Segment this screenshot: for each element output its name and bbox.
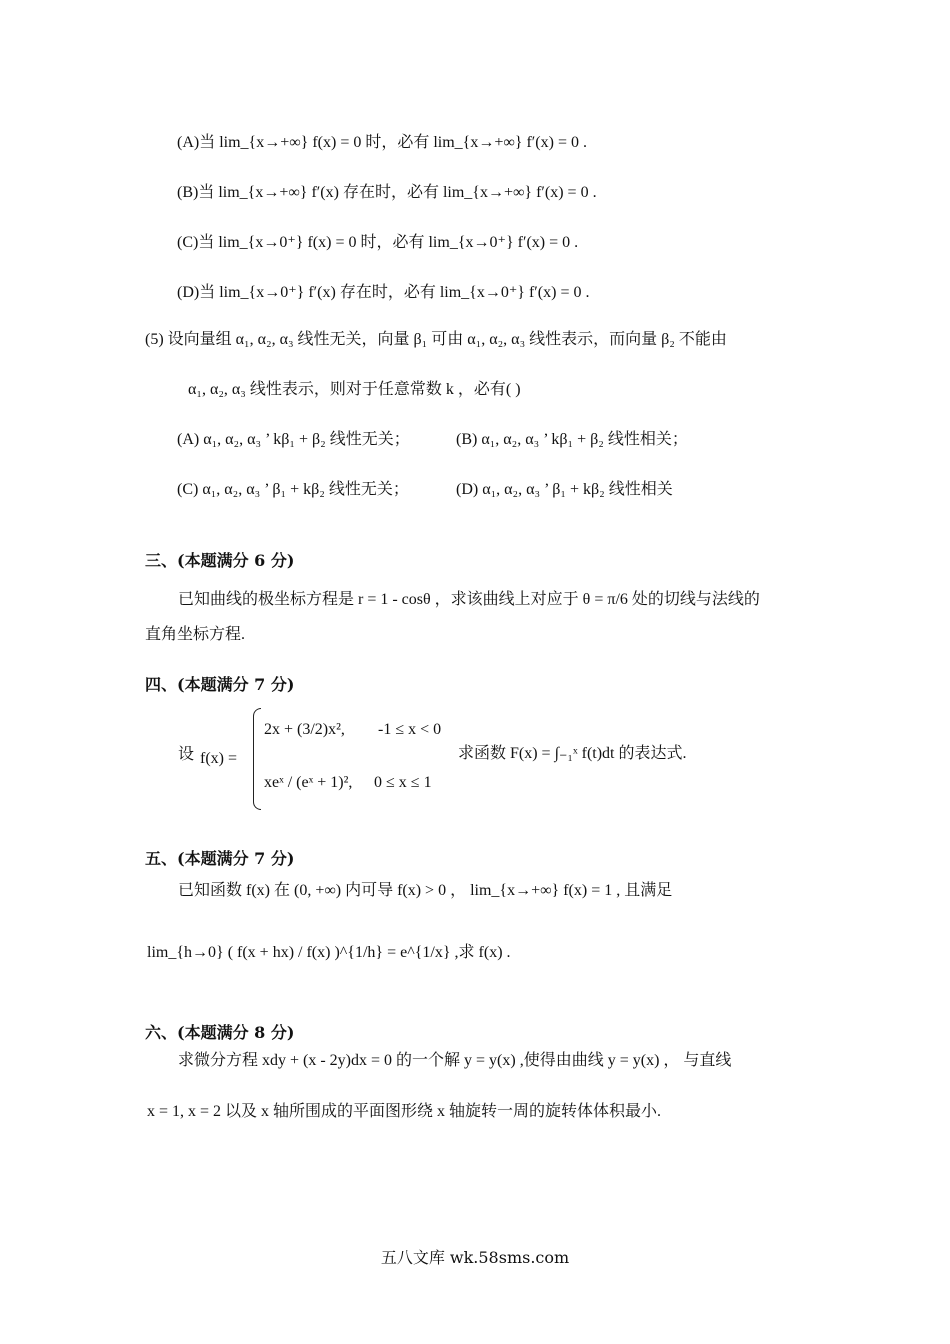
section-4-heading: 四、(本题满分 7 分) xyxy=(145,675,295,694)
option-b: (B)当 lim_{x→+∞} f′(x) 存在时，必有 lim_{x→+∞} f′(x) = 0 . xyxy=(177,184,597,201)
piecewise-cond1: -1 ≤ x < 0 xyxy=(378,721,442,738)
footer-watermark: 五八文库 wk.58sms.com xyxy=(380,1248,570,1267)
option-c: (C)当 lim_{x→0⁺} f(x) = 0 时，必有 lim_{x→0⁺} f′(x) = 0 . xyxy=(177,234,579,251)
option-d: (D)当 lim_{x→0⁺} f′(x) 存在时，必有 lim_{x→0⁺} f′(x) = 0 . xyxy=(177,284,590,301)
q5-line2: α₁, α₂, α₃ 线性表示，则对于任意常数 k ，必有( ) xyxy=(188,381,521,398)
section-5-line2: lim_{h→0} ( f(x + hx) / f(x) )^{1/h} = e^{1/x} ,求 f(x) . xyxy=(147,944,511,961)
section-3-line1: 已知曲线的极坐标方程是 r = 1 - cosθ ，求该曲线上对应于 θ = π/6 处的切线与法线的 xyxy=(178,591,760,608)
section-6-line2: x = 1, x = 2 以及 x 轴所围成的平面图形绕 x 轴旋转一周的旋转体体积最小. xyxy=(147,1103,662,1120)
section-3-heading: 三、(本题满分 6 分) xyxy=(145,551,295,570)
q5-option-d: (D) α₁, α₂, α₃ ’ β₁ + kβ₂ 线性相关 xyxy=(456,481,673,498)
section-4-set: 设 xyxy=(178,746,195,763)
section-3-line2: 直角坐标方程. xyxy=(145,626,246,643)
q5-option-b: (B) α₁, α₂, α₃ ’ kβ₁ + β₂ 线性相关； xyxy=(456,431,688,448)
piecewise-case2: xeˣ / (eˣ + 1)², xyxy=(264,774,353,791)
section-5-heading: 五、(本题满分 7 分) xyxy=(145,849,295,868)
option-a: (A)当 lim_{x→+∞} f(x) = 0 时，必有 lim_{x→+∞} f′(x) = 0 . xyxy=(177,134,587,151)
section-6-line1: 求微分方程 xdy + (x - 2y)dx = 0 的一个解 y = y(x) ,使得由曲线 y = y(x) ， 与直线 xyxy=(178,1052,732,1069)
q5-line1: (5) 设向量组 α₁, α₂, α₃ 线性无关，向量 β₁ 可由 α₁, α₂, α₃ 线性表示，而向量 β₂ 不能由 xyxy=(145,331,727,348)
q5-option-a: (A) α₁, α₂, α₃ ’ kβ₁ + β₂ 线性无关； xyxy=(177,431,410,448)
piecewise-case1: 2x + (3/2)x², xyxy=(264,721,345,738)
section-5-line1: 已知函数 f(x) 在 (0, +∞) 内可导 f(x) > 0 ， lim_{x→+∞} f(x) = 1 , 且满足 xyxy=(178,882,673,899)
piecewise-cond2: 0 ≤ x ≤ 1 xyxy=(374,774,432,791)
section-4-fx: f(x) = xyxy=(200,750,238,767)
section-6-heading: 六、(本题满分 8 分) xyxy=(145,1023,295,1042)
q5-option-c: (C) α₁, α₂, α₃ ’ β₁ + kβ₂ 线性无关； xyxy=(177,481,409,498)
piecewise-brace xyxy=(253,708,261,810)
section-4-ask: 求函数 F(x) = ∫₋₁ˣ f(t)dt 的表达式. xyxy=(458,745,687,762)
